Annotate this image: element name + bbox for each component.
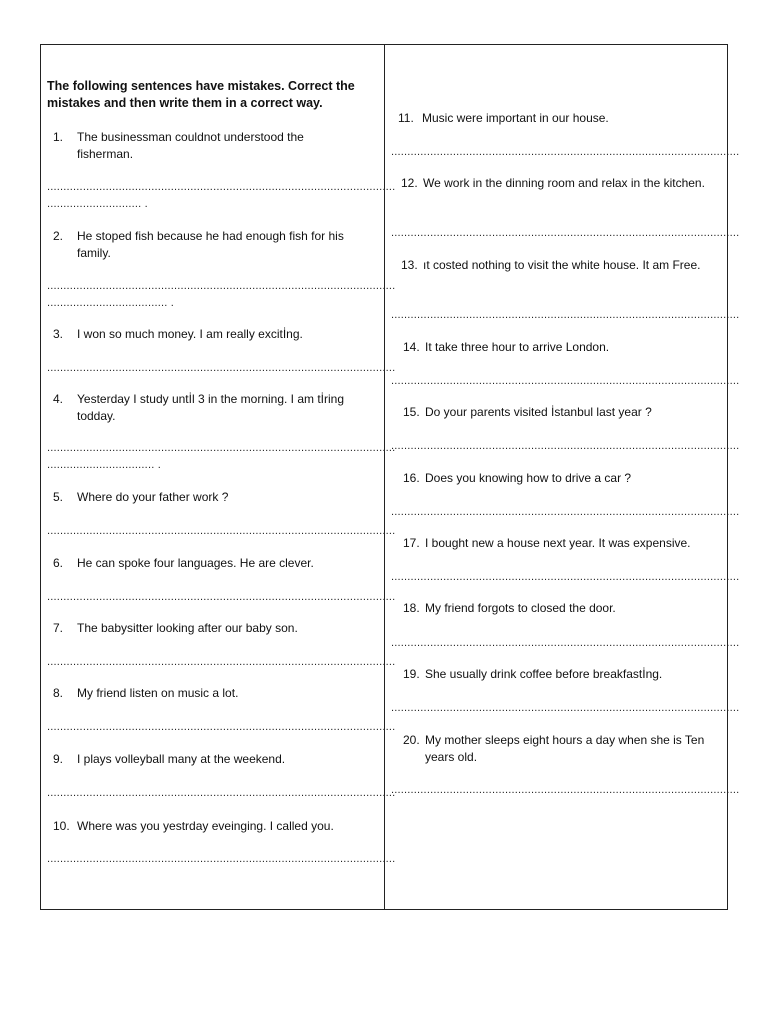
question-number: 11. [398, 111, 414, 125]
question-text: The babysitter looking after our baby son. [77, 621, 298, 635]
question-3 [53, 326, 353, 343]
question-number: 18. [403, 601, 420, 615]
question-text: Where do your father work ? [77, 490, 229, 504]
question-number: 15. [403, 405, 420, 419]
question-text: I won so much money. I am really excitİng. [77, 327, 303, 341]
question-19 [403, 666, 713, 683]
column-divider [384, 45, 385, 909]
question-1 [53, 129, 353, 163]
question-number: 17. [403, 536, 420, 550]
answer-line[interactable]: ........................................................................................................... [47, 787, 396, 799]
question-number: 2. [53, 229, 64, 243]
question-14 [403, 339, 713, 356]
question-number: 3. [53, 327, 64, 341]
answer-line[interactable]: ........................................................................................................... [391, 375, 740, 387]
question-text: Yesterday I study untİl 3 in the morning. I am tİring todday. [77, 392, 345, 423]
question-number: 16. [403, 471, 420, 485]
question-text: My friend forgots to closed the door. [425, 601, 616, 615]
question-number: 10. [53, 819, 70, 833]
question-8 [53, 685, 363, 702]
question-number: 4. [53, 392, 64, 406]
question-number: 8. [53, 686, 64, 700]
question-text: We work in the dinning room and relax in the kitchen. [423, 176, 705, 190]
answer-line[interactable]: ..................................... . [47, 297, 174, 309]
question-text: He stoped fish because he had enough fish for his family. [77, 229, 344, 260]
answer-line[interactable]: ........................................................................................................... [47, 656, 396, 668]
question-5 [53, 489, 353, 506]
question-text: Do your parents visited İstanbul last year ? [425, 405, 652, 419]
answer-line[interactable]: ........................................................................................................... [47, 721, 396, 733]
question-7 [53, 620, 363, 637]
question-12 [401, 175, 711, 192]
answer-line[interactable]: ........................................................................................................... [391, 227, 740, 239]
question-number: 7. [53, 621, 64, 635]
answer-line[interactable]: ........................................................................................................... [47, 525, 396, 537]
question-number: 12. [401, 176, 418, 190]
answer-line[interactable]: ........................................................................................................... [47, 442, 396, 454]
question-2 [53, 228, 353, 262]
answer-line[interactable]: ........................................................................................................... [391, 637, 740, 649]
question-number: 1. [53, 130, 64, 144]
answer-line[interactable]: ........................................................................................................... [47, 280, 396, 292]
question-4 [53, 391, 363, 425]
question-number: 14. [403, 340, 420, 354]
question-number: 5. [53, 490, 64, 504]
question-number: 19. [403, 667, 420, 681]
answer-line[interactable]: ........................................................................................................... [391, 146, 740, 158]
question-text: My mother sleeps eight hours a day when she is Ten years old. [425, 733, 705, 764]
question-20 [403, 732, 713, 766]
question-text: Music were important in our house. [422, 111, 609, 125]
question-number: 20. [403, 733, 420, 747]
question-18 [403, 600, 713, 617]
worksheet-frame [40, 44, 740, 910]
question-17 [403, 535, 723, 552]
answer-line[interactable]: ........................................................................................................... [391, 309, 740, 321]
answer-line[interactable]: ........................................................................................................... [391, 702, 740, 714]
question-6 [53, 555, 363, 572]
question-text: I plays volleyball many at the weekend. [77, 752, 286, 766]
answer-line[interactable]: ........................................................................................................... [47, 362, 396, 374]
instruction-text: The following sentences have mistakes. Correct the mistakes and then write them in a correct way. [47, 79, 355, 110]
question-text: Does you knowing how to drive a car ? [425, 471, 632, 485]
question-11 [398, 110, 718, 127]
question-text: I bought new a house next year. It was expensive. [425, 536, 691, 550]
answer-line[interactable]: ........................................................................................................... [391, 784, 740, 796]
question-text: He can spoke four languages. He are clever. [77, 556, 314, 570]
question-text: ıt costed nothing to visit the white house. It am Free. [423, 258, 701, 272]
question-number: 6. [53, 556, 64, 570]
question-text: She usually drink coffee before breakfastİng. [425, 667, 663, 681]
answer-line[interactable]: ........................................................................................................... [391, 571, 740, 583]
question-number: 9. [53, 752, 64, 766]
answer-line[interactable]: ........................................................................................................... [47, 181, 396, 193]
answer-line[interactable]: ........................................................................................................... [47, 591, 396, 603]
answer-line[interactable]: ........................................................................................................... [391, 440, 740, 452]
question-15 [403, 404, 713, 421]
question-16 [403, 470, 713, 487]
question-13 [401, 257, 711, 274]
answer-line[interactable]: ........................................................................................................... [47, 853, 396, 865]
question-9 [53, 751, 363, 768]
question-text: It take three hour to arrive London. [425, 340, 610, 354]
answer-line[interactable]: ............................. . [47, 198, 148, 210]
question-number: 13. [401, 258, 418, 272]
question-10 [53, 818, 373, 835]
answer-line[interactable]: ................................. . [47, 459, 161, 471]
answer-line[interactable]: ........................................................................................................... [391, 506, 740, 518]
question-text: The businessman couldnot understood the fisherman. [77, 130, 304, 161]
question-text: My friend listen on music a lot. [77, 686, 239, 700]
question-text: Where was you yestrday eveinging. I called you. [77, 819, 334, 833]
